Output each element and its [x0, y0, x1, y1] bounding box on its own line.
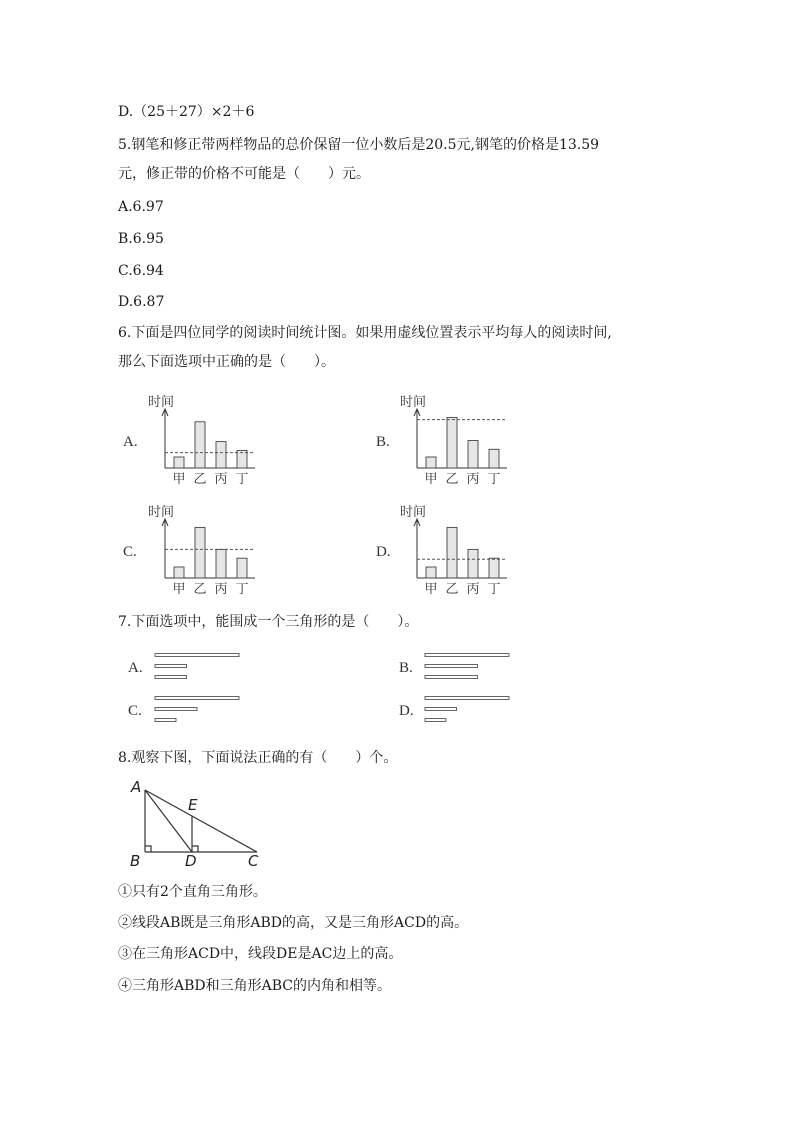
- segment-3: [155, 676, 187, 679]
- point-label-d: D: [185, 852, 197, 868]
- q8-triangle-figure: [126, 776, 276, 868]
- point-label-c: C: [248, 852, 259, 868]
- y-axis-label: 时间: [148, 505, 175, 520]
- q5-option-b: B.6.95: [118, 231, 164, 247]
- q4-option-d: D.（25＋27）×2＋6: [118, 104, 255, 120]
- q8-statement-3: ③在三角形ACD中，线段DE是AC边上的高。: [118, 946, 403, 962]
- q8-stem: 8.观察下图，下面说法正确的有（ ）个。: [118, 750, 398, 766]
- segment-2: [425, 708, 457, 711]
- q7-option-a-label: A.: [128, 660, 143, 676]
- bar-乙: [195, 422, 205, 468]
- bar-丁: [489, 449, 499, 468]
- x-tick-label: 丁: [487, 582, 501, 597]
- x-tick-label: 甲: [172, 582, 186, 597]
- q8-statement-4: ④三角形ABD和三角形ABC的内角和相等。: [118, 978, 391, 994]
- bar-丙: [216, 442, 226, 468]
- x-tick-label: 丙: [214, 582, 228, 597]
- bar-乙: [447, 527, 457, 578]
- x-tick-label: 丙: [466, 582, 480, 597]
- segment-1: [155, 654, 239, 657]
- bar-甲: [174, 567, 184, 578]
- segment-1: [425, 654, 509, 657]
- segment-ad: [145, 790, 192, 852]
- q6-option-d-label: D.: [376, 544, 391, 560]
- q6-option-b-label: B.: [376, 434, 390, 450]
- bar-丙: [468, 549, 478, 578]
- q8-statement-2: ②线段AB既是三角形ABD的高，又是三角形ACD的高。: [118, 915, 469, 931]
- y-axis-label: 时间: [148, 395, 175, 410]
- x-tick-label: 乙: [445, 582, 459, 597]
- q7-option-d-label: D.: [399, 703, 414, 719]
- q7-segments-b: [420, 650, 520, 686]
- segment-2: [155, 708, 197, 711]
- q5-stem-line2: 元，修正带的价格不可能是（ ）元。: [118, 166, 370, 182]
- q6-chart-d: [392, 502, 522, 602]
- q7-stem: 7.下面选项中，能围成一个三角形的是（ ）。: [118, 614, 419, 630]
- q8-statement-1: ①只有2个直角三角形。: [118, 884, 267, 900]
- x-tick-label: 丙: [466, 472, 480, 487]
- x-tick-label: 丁: [235, 472, 249, 487]
- q5-option-d: D.6.87: [118, 294, 165, 310]
- segment-2: [425, 665, 478, 668]
- y-axis-label: 时间: [400, 505, 427, 520]
- q6-chart-c: [140, 502, 270, 602]
- q6-chart-a: [140, 392, 270, 492]
- bar-丁: [237, 558, 247, 578]
- x-tick-label: 乙: [445, 472, 459, 487]
- x-tick-label: 丙: [214, 472, 228, 487]
- x-tick-label: 乙: [193, 582, 207, 597]
- segment-3: [425, 719, 446, 722]
- q6-stem-line1: 6.下面是四位同学的阅读时间统计图。如果用虚线位置表示平均每人的阅读时间,: [118, 325, 612, 341]
- x-tick-label: 丁: [235, 582, 249, 597]
- x-tick-label: 乙: [193, 472, 207, 487]
- segment-2: [155, 665, 187, 668]
- q7-option-c-label: C.: [128, 703, 142, 719]
- point-label-e: E: [188, 796, 198, 814]
- y-axis-label: 时间: [400, 395, 427, 410]
- right-angle-mark-b: [145, 846, 151, 852]
- q6-option-a-label: A.: [123, 434, 138, 450]
- bar-丙: [468, 441, 478, 469]
- q7-segments-c: [150, 693, 250, 729]
- segment-ac: [145, 790, 257, 852]
- segment-3: [425, 676, 478, 679]
- q6-chart-b: [392, 392, 522, 492]
- segment-3: [155, 719, 176, 722]
- bar-甲: [426, 567, 436, 578]
- x-tick-label: 甲: [424, 472, 438, 487]
- q5-option-c: C.6.94: [118, 263, 164, 279]
- x-tick-label: 丁: [487, 472, 501, 487]
- q7-segments-a: [150, 650, 250, 686]
- bar-甲: [174, 457, 184, 468]
- q6-stem-line2: 那么下面选项中正确的是（ ）。: [118, 354, 335, 370]
- bar-丙: [216, 549, 226, 578]
- segment-1: [155, 697, 239, 700]
- x-tick-label: 甲: [424, 582, 438, 597]
- bar-乙: [447, 417, 457, 468]
- point-label-b: B: [130, 852, 141, 868]
- x-tick-label: 甲: [172, 472, 186, 487]
- bar-乙: [195, 527, 205, 578]
- segment-1: [425, 697, 509, 700]
- q5-option-a: A.6.97: [118, 199, 164, 215]
- q6-option-c-label: C.: [123, 544, 137, 560]
- bar-甲: [426, 457, 436, 468]
- q7-segments-d: [420, 693, 520, 729]
- point-label-a: A: [131, 778, 142, 796]
- q5-stem-line1: 5.钢笔和修正带两样物品的总价保留一位小数后是20.5元,钢笔的价格是13.59: [118, 137, 600, 153]
- bar-丁: [489, 558, 499, 578]
- q7-option-b-label: B.: [399, 660, 413, 676]
